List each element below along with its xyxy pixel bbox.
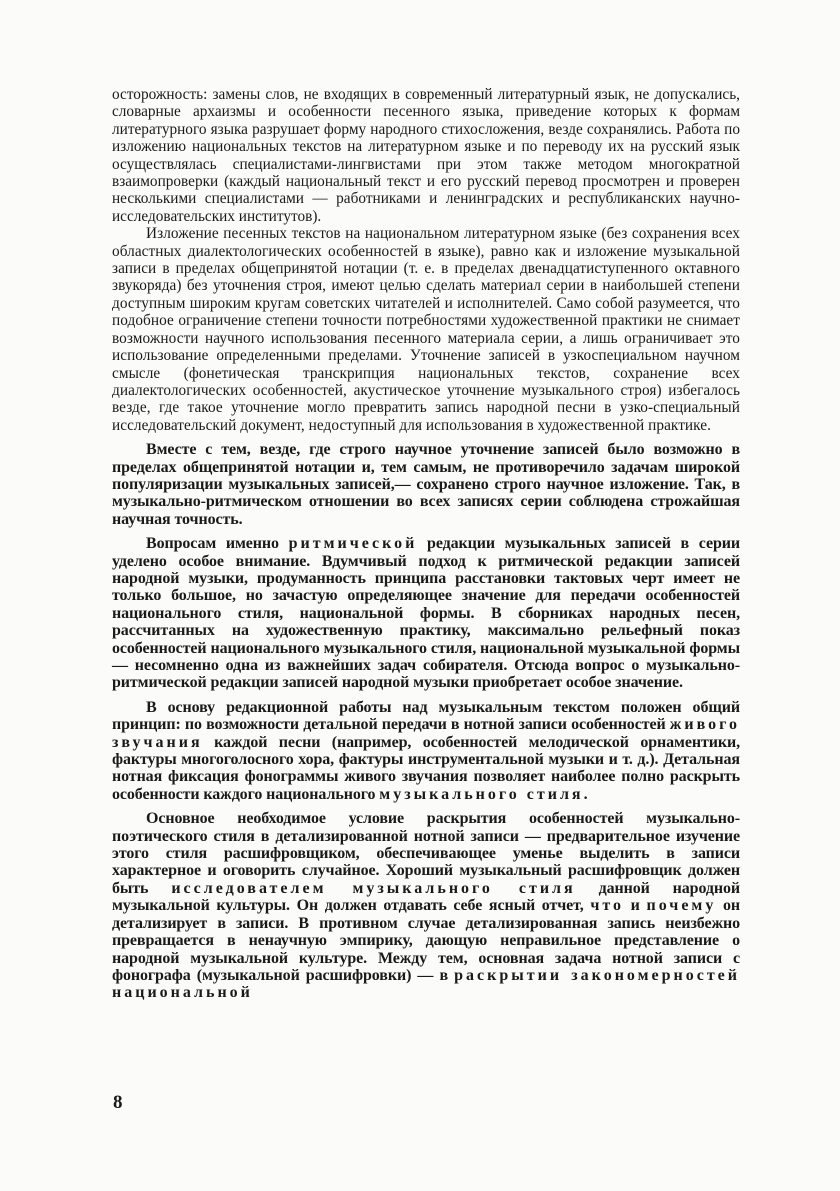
- paragraph-4-emphasis: ритмической: [288, 535, 418, 553]
- paragraph-5-emphasis-2: музыкального стиля.: [379, 785, 591, 803]
- paragraph-6-start: Основное необходимое условие раскрытия особенностей музыкально-поэтического стиля в детализированной нотной записи — предварительное изучение этого стиля расшифровщиком, обеспечивающее уменье выделить в записи характерное и оговорить случайное. Хороший музыкальный расшифровщик должен быть: [112, 810, 740, 897]
- paragraph-4: [112, 535, 740, 692]
- paragraph-6-emphasis-1: исследователем музыкального стиля: [171, 879, 576, 897]
- paragraph-5: [112, 699, 740, 803]
- paragraph-4-rest: редакции музыкальных записей в серии уделено особое внимание. Вдумчивый подход к ритмической редакции записей народной музыки, продуманность принципа расстановки тактовых черт имеет не только большое, но зачастую определяющее значение для передачи особенностей национального стиля, национальной формы. В сборниках народных песен, рассчитанных на художественную практику, максимально рельефный показ особенностей национального музыкального стиля, национальной музыкальной формы — несомненно одна из важнейших задач собирателя. Отсюда вопрос о музыкально-ритмической редакции записей народной музыки приобретает особое значение.: [112, 535, 740, 692]
- paragraph-5-middle: каждой песни (например, особенностей мелодической орнаментики, фактуры многоголосного хора, фактуры инструментальной музыки и т. д.). Детальная нотная фиксация фонограммы живого звучания позволяет наиболее полно раскрыть особенности каждого национального: [112, 733, 740, 803]
- paragraph-3: Вместе с тем, везде, где строго научное уточнение записей было возможно в пределах общепринятой нотации и, тем самым, не противоречило задачам широкой популяризации музыкальных записей,— сохранено строго научное изложение. Так, в музыкально-ритмическом отношении во всех записях серии соблюдена строжайшая научная точность.: [112, 441, 740, 528]
- paragraph-4-start: Вопросам именно: [146, 535, 279, 553]
- body-text: [112, 86, 740, 1002]
- paragraph-5-emphasis-1: живого звучания: [112, 716, 740, 751]
- paragraph-6-emphasis-3: почему: [646, 897, 717, 915]
- paragraph-6-emphasis-4: раскрытии закономерностей национальной: [112, 966, 741, 1002]
- paragraph-6-emphasis-2: что: [590, 897, 624, 915]
- paragraph-5-start: В основу редакционной работы над музыкальным текстом положен общий принцип: по возможности детальной передачи в нотной записи особенностей: [112, 698, 740, 734]
- paragraph-6: [112, 810, 740, 1001]
- paragraph-1: осторожность: замены слов, не входящих в современный литературный язык, не допускались, словарные архаизмы и особенности песенного языка, приведение которых к формам литературного языка разрушает форму народного стихосложения, везде сохранялись. Работа по изложению национальных текстов на литературном языке и по переводу их на русский язык осуществлялась специалистами-лингвистами при этом также методом многократной взаимопроверки (каждый национальный текст и его русский перевод просмотрен и проверен несколькими специалистами — работниками и ленинградских и республиканских научно-исследовательских институтов).: [112, 86, 740, 225]
- paragraph-6-middle-2: и: [630, 897, 640, 915]
- paragraph-6-middle: данной народной музыкальной культуры. Он должен отдавать себе ясный отчет,: [112, 879, 741, 915]
- page-number: 8: [113, 1092, 123, 1113]
- paragraph-2: Изложение песенных текстов на национальном литературном языке (без сохранения всех областных диалектологических особенностей в языке), равно как и изложение музыкальной записи в пределах общепринятой нотации (т. е. в пределах двенадцатиступенного октавного звукоряда) без уточнения строя, имеют целью сделать материал серии в наибольшей степени доступным широким кругам советских читателей и исполнителей. Само собой разумеется, что подобное ограничение степени точности потребностями художественной практики не снимает возможности научного использования песенного материала серии, а лишь ограничивает это использование определенными пределами. Уточнение записей в узкоспециальном научном смысле (фонетическая транскрипция национальных текстов, сохранение всех диалектологических особенностей, акустическое уточнение музыкального строя) избегалось везде, где такое уточнение могло превратить запись народной песни в узко-специальный исследовательский документ, недоступный для использования в художественной практике.: [112, 225, 740, 434]
- paragraph-6-middle-3: он детализирует в записи. В противном случае детализированная запись неизбежно превращается в ненаучную эмпирику, дающую неправильное представление о народной музыкальной культуре. Между тем, основная задача нотной записи с фонографа (музыкальной расшифровки) — в: [112, 897, 741, 984]
